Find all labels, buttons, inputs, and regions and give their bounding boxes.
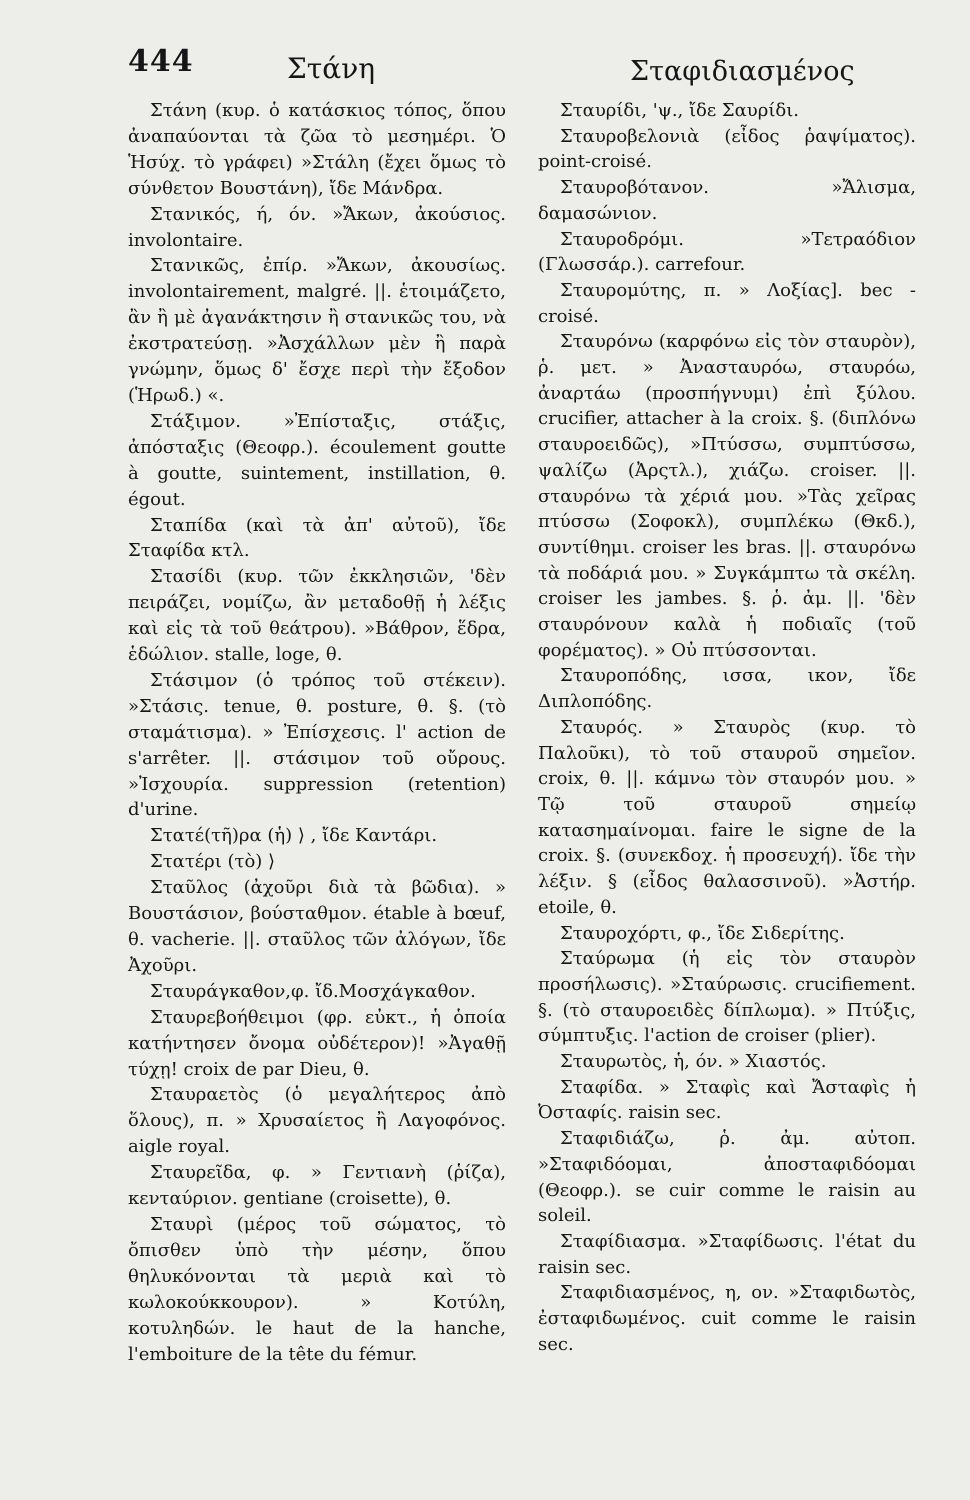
entry: Στάξιμον. »Ἐπίσταξις, στάξις, ἀπόσταξις (Θεοφρ.). écoulement goutte à goutte, suintement, instillation, θ. égout.	[128, 410, 506, 510]
entry: Σταυρίδι, 'ψ., ἴδε Σαυρίδι.	[560, 100, 800, 121]
entry: Σταυρομύτης, π. » Λοξίας]. bec -croisé.	[538, 279, 916, 327]
entry: Σταῦλος (ἀχοῦρι διὰ τὰ βῶδια). » Βουστάσιον, βούσταθμον. étable à bœuf, θ. vacherie. ||. σταῦλος τῶν ἀλόγων, ἴδε Ἀχοῦρι.	[128, 877, 506, 976]
entry: Στανικός, ή, όν. »Ἄκων, ἀκούσιος. involontaire.	[128, 203, 506, 251]
entry: Σταφιδιάζω, ῥ. ἀμ. αὐτοπ. »Σταφιδόομαι, ἀποσταφιδόομαι (Θεοφρ.). se cuir comme le raisin au soleil.	[538, 1128, 916, 1227]
entry: Σταυρός. » Σταυρὸς (κυρ. τὸ Παλοῦκι), τὸ τοῦ σταυροῦ σημεῖον. croix, θ. ||. κάμνω τὸν σταυρόν μου. » Τῷ τοῦ σταυροῦ σημείῳ κατασημαίνομαι. faire le signe de la croix. §. (συνεκδοχ. ἡ προσευχή). ἴδε τὴν λέξιν. § (εἶδος θαλασσινοῦ). »Ἀστήρ. etoile, θ.	[538, 716, 916, 918]
entry: Σταφίδιασμα. »Σταφίδωσις. l'état du raisin sec.	[538, 1230, 916, 1278]
entry: Σταφιδιασμένος, η, ον. »Σταφιδωτὸς, ἐσταφιδωμένος. cuit comme le raisin sec.	[538, 1282, 916, 1355]
entry: Στανικῶς, ἐπίρ. »Ἄκων, ἀκουσίως. involontairement, malgré. ||. ἑτοιμάζετο, ἂν ἢ μὲ ἀγανάκτησιν ἢ στανικῶς του, νὰ ἐκστρατεύσῃ. »Ἀσχάλλων μὲν ἢ παρὰ γνώμην, ὅμως δ' ἔσχε περὶ τὴν ἔξοδον (Ἡρωδ.) «.	[128, 255, 506, 406]
entry: Σταυρεῖδα, φ. » Γεντιανὴ (ῥίζα), κενταύριον. gentiane (croisette), θ.	[128, 1162, 506, 1210]
entry: Σταυράγκαθον,φ. ἴδ.Μοσχάγκαθον.	[150, 980, 476, 1002]
entry: Στάσιμον (ὁ τρόπος τοῦ στέκειν). »Στάσις. tenue, θ. posture, θ. §. (τὸ σταμάτισμα). » Ἐπίσχεσις. l' action de s'arrêter. ||. στάσιμον τοῦ οὔρους. »Ἰσχουρία. suppression (retention) d'urine.	[128, 669, 506, 821]
entry: Σταυροβελονιὰ (εἶδος ῥαψίματος). point-croisé.	[538, 125, 916, 173]
right-column	[538, 98, 916, 1357]
entry: Στασίδι (κυρ. τῶν ἐκκλησιῶν, 'δὲν πειράζει, νομίζω, ἂν μεταδοθῇ ἡ λέξις καὶ εἰς τὰ τοῦ θεάτρου). »Βάθρον, ἕδρα, ἑδώλιον. stalle, loge, θ.	[128, 566, 506, 666]
page-number: 444	[128, 44, 194, 79]
entry: Σταυραετὸς (ὁ μεγαλήτερος ἀπὸ ὅλους), π. » Χρυσαίετος ἢ Λαγοφόνος. aigle royal.	[128, 1084, 506, 1158]
entry: Σταυρεβοήθειμοι (φρ. εὐκτ., ἡ ὁποία κατήντησεν ὄνομα οὐδέτερον)! »Ἀγαθῇ τύχῃ! croix de par Dieu, θ.	[128, 1006, 506, 1080]
entry: Στατέρι (τὸ) ⟩	[150, 851, 276, 873]
entry: Σταυρόνω (καρφόνω εἰς τὸν σταυρὸν), ῥ. μετ. » Ἀνασταυρόω, σταυρόω, ἀναρτάω (προσπήγνυμι) ἐπὶ ξύλου. crucifier, attacher à la croix. §. (διπλόνω σταυροειδῶς), »Πτύσσω, συμπτύσσω, ψαλίζω (Ἀρςτλ.), χιάζω. croiser. ||. σταυρόνω τὰ χέριά μου. »Τὰς χεῖρας πτύσσω (Σοφοκλ), συμπλέκω (Θκδ.), συντίθημι. croiser les bras. ||. σταυρόνω τὰ ποδάριά μου. » Συγκάμπτω τὰ σκέλη. croiser les jambes. §. ῥ. ἀμ. ||. 'δὲν σταυρόνουν καλὰ ἡ ποδιαῖς (τοῦ φορέματος). » Οὐ πτύσσονται.	[538, 331, 916, 661]
entry: Σταυροπόδης, ισσα, ικον, ἴδε Διπλοπόδης.	[538, 665, 916, 713]
entry: Στάνη (κυρ. ὁ κατάσκιος τόπος, ὅπου ἀναπαύονται τὰ ζῶα τὸ μεσημέρι. Ὁ Ἡσύχ. τὸ γράφει) »Στάλη (ἔχει ὅμως τὸ σύνθετον Βουστάνη), ἴδε Μάνδρα.	[128, 100, 506, 199]
entry: Στατέ(τῆ)ρα (ἡ) ⟩ , ἴδε Καντάρι.	[150, 825, 438, 847]
left-column	[128, 98, 506, 1367]
entry: Σταυρωτὸς, ἡ, όν. » Χιαστός.	[560, 1051, 827, 1073]
entry: Σταύρωμα (ἡ εἰς τὸν σταυρὸν προσήλωσις). »Σταύρωσις. crucifiement. §. (τὸ σταυροειδὲς δίπλωμα). » Πτύξις, σύμπτυξις. l'action de croiser (plier).	[538, 948, 916, 1047]
entry: Σταυροχόρτι, φ., ἴδε Σιδερίτης.	[560, 922, 845, 944]
entry: Σταυροβότανον. »Ἄλισμα, δαμασώνιον.	[538, 177, 916, 224]
entry: Σταφίδα. » Σταφὶς καὶ Ἄσταφὶς ἡ Ὀσταφίς. raisin sec.	[538, 1076, 916, 1124]
left-guide-word: Στάνη	[287, 52, 375, 85]
entry: Σταυροδρόμι. »Τετραόδιον (Γλωσσάρ.). carrefour.	[538, 228, 916, 276]
entry: Σταυρὶ (μέρος τοῦ σώματος, τὸ ὄπισθεν ὑπὸ τὴν μέσην, ὅπου θηλυκόνονται τὰ μεριὰ καὶ τὸ κωλοκούκκουρον). » Κοτύλη, κοτυληδών. le haut de la hanche, l'emboiture de la tête du fémur.	[128, 1213, 506, 1365]
entry: Σταπίδα (καὶ τὰ ἀπ' αὐτοῦ), ἴδε Σταφίδα κτλ.	[128, 514, 506, 562]
right-guide-word: Σταφιδιασμένος	[630, 56, 855, 87]
